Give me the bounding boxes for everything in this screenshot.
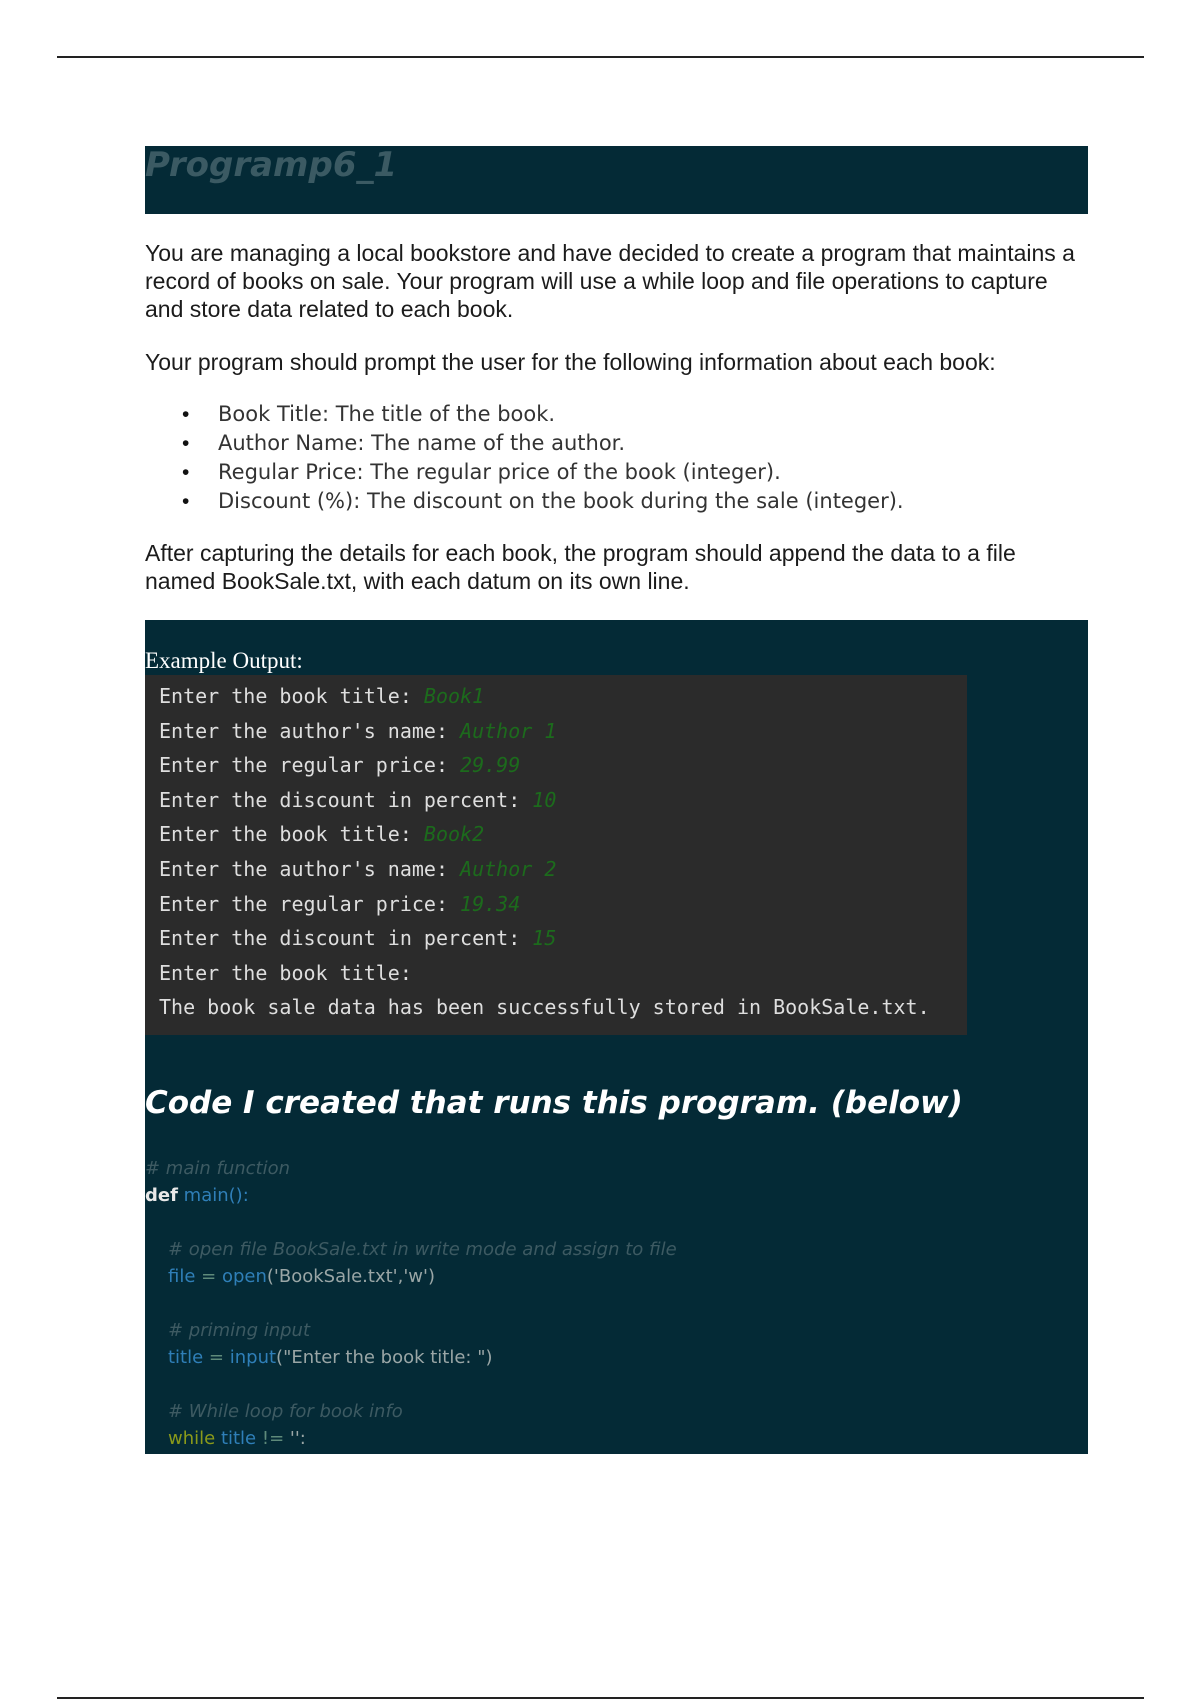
list-item: • Regular Price: The regular price of the book (integer). — [182, 460, 781, 484]
code-comment: # While loop for book info — [168, 1401, 403, 1422]
code-line: title = input("Enter the book title: ") — [168, 1347, 493, 1368]
requirements-list — [182, 400, 904, 516]
page-title: Programp6_1 — [145, 145, 398, 185]
console-line: Enter the author's name: Author 2 — [159, 856, 557, 881]
code-comment: # main function — [145, 1158, 291, 1179]
code-line: def main(): — [145, 1185, 249, 1206]
code-heading: Code I created that runs this program. (below) — [145, 1085, 963, 1121]
after-paragraph: After capturing the details for each book, the program should append the data to a file named BookSale.txt, with each datum on its own line. — [145, 540, 1016, 594]
list-item: • Book Title: The title of the book. — [182, 402, 556, 426]
console-line: Enter the discount in percent: 10 — [159, 787, 557, 812]
console-line: Enter the book title: Book2 — [159, 822, 485, 847]
title-banner — [145, 146, 1088, 214]
example-output-label: Example Output: — [145, 648, 303, 673]
code-line: while title != '': — [168, 1428, 306, 1449]
example-section — [145, 620, 1088, 1454]
code-comment: # priming input — [168, 1320, 311, 1341]
console-line: Enter the regular price: 29.99 — [159, 753, 521, 778]
list-item: • Author Name: The name of the author. — [182, 431, 626, 455]
code-line: file = open('BookSale.txt','w') — [168, 1266, 435, 1287]
code-block — [145, 1155, 677, 1452]
prompt-intro-paragraph: Your program should prompt the user for the following information about each book: — [145, 349, 996, 375]
console-line: Enter the book title: — [159, 960, 424, 985]
console-output — [145, 675, 967, 1035]
console-line: Enter the author's name: Author 1 — [159, 718, 557, 743]
console-line: Enter the book title: Book1 — [159, 684, 485, 708]
top-rule — [57, 56, 1144, 58]
console-line: Enter the discount in percent: 15 — [159, 926, 557, 951]
console-line: The book sale data has been successfully stored in BookSale.txt. — [159, 995, 930, 1020]
intro-paragraph: You are managing a local bookstore and have decided to create a program that maintains a record of books on sale. Your program will use a while loop and file operations to capture and store data related to each book. — [145, 240, 1075, 322]
bottom-rule — [57, 1697, 1144, 1699]
code-comment: # open file BookSale.txt in write mode and assign to file — [168, 1239, 677, 1260]
console-line: Enter the regular price: 19.34 — [159, 891, 521, 916]
list-item: • Discount (%): The discount on the book during the sale (integer). — [182, 489, 904, 513]
